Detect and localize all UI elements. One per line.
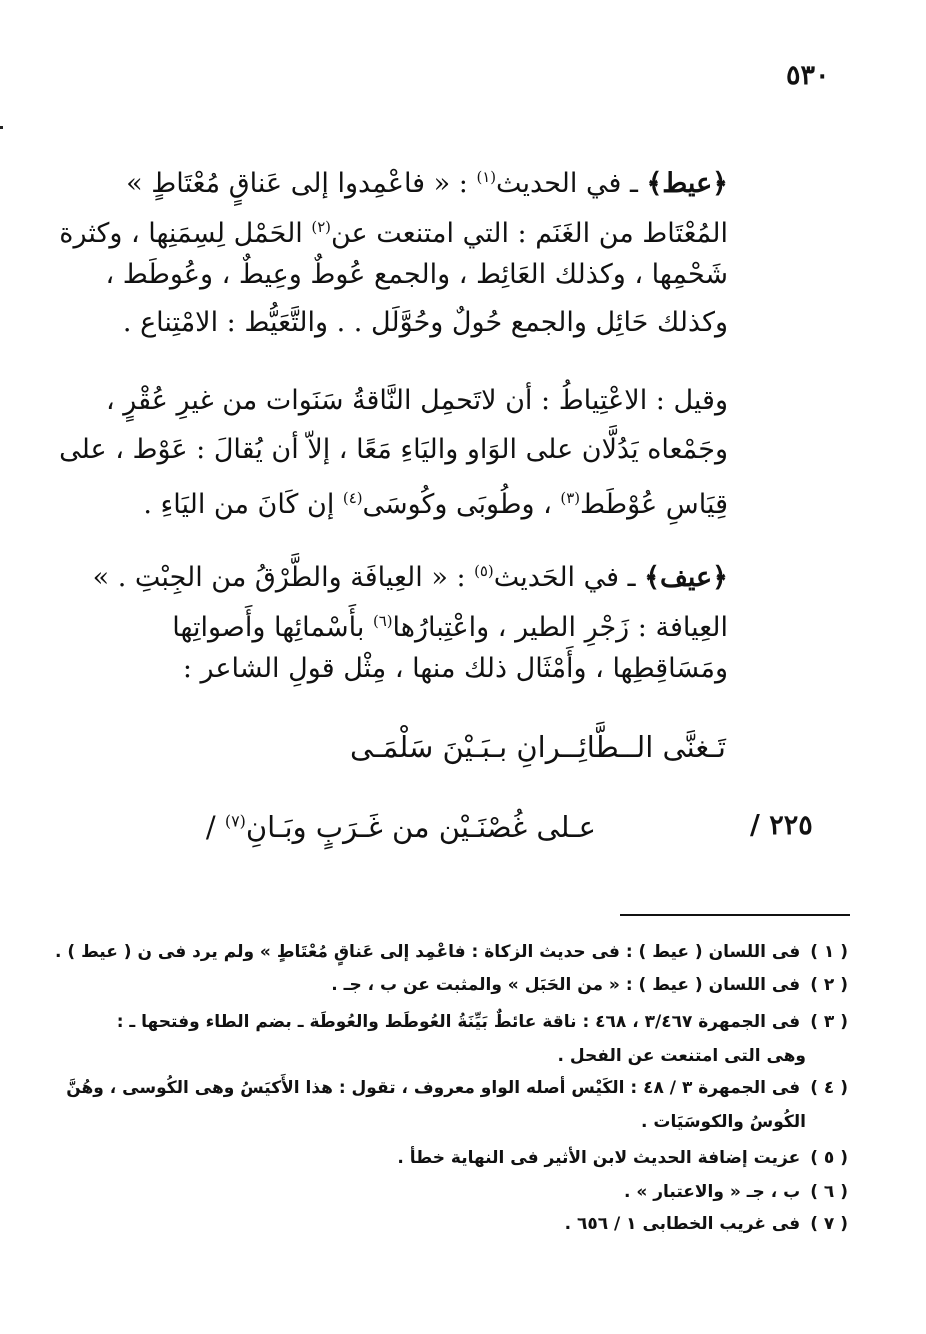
body-text: الحَمْل لِسِمَنِها ، وكثرة: [59, 218, 312, 249]
footnote-ref: (٤): [342, 489, 363, 507]
body-text: العِيافة : زَجْرِ الطير ، واعْتِبارُها: [392, 612, 728, 643]
footnote: [624, 1180, 848, 1204]
body-line: [59, 210, 728, 251]
footnote-ref: (٥): [474, 562, 494, 580]
hadith-quote: : « العِيافَة والطَّرْقُ من الجِبْتِ . »: [92, 562, 475, 593]
footnote-text: فى اللسان ( عيط ) : فى حديث الزكاة : فاعْمِد إلى عَناقٍ مُعْتَاطٍ » ولم يرد فى ن ( عيط ) .: [55, 942, 801, 962]
body-line: شَحْمِها ، وكذلك العَائِط ، والجمع عُوطٌ وعِيطٌ ، وعُوطَط ،: [105, 259, 728, 290]
footnote: [55, 940, 848, 964]
footnote-ref: (٢): [311, 218, 331, 236]
entry-head: ﴿عيف﴾: [644, 562, 728, 593]
verse-hemistich-2: [206, 810, 596, 844]
footnote-ref: (١): [476, 168, 497, 186]
footnote-ref: (٦): [372, 612, 393, 630]
entry-heading-line: [93, 554, 728, 595]
page-number: ٥٣٠: [786, 60, 830, 91]
footnote-ref: (٣): [560, 489, 580, 507]
footnote: [117, 1010, 848, 1034]
footnote-number: ( ٤ ): [810, 1078, 848, 1098]
footnote-text: عزيت إضافة الحديث لابن الأثير فى النهاية خطأ .: [397, 1148, 801, 1168]
footnote-continuation: وهى التى امتنعت عن الفحل .: [557, 1046, 806, 1066]
entry-heading-line: [126, 160, 728, 201]
footnote-number: ( ٢ ): [810, 975, 848, 995]
verse-text: /: [205, 810, 225, 844]
body-text: المُعْتَاط من الغَنَم : التي امتنعت عن: [330, 218, 728, 249]
footnote-text: فى اللسان ( عيط ) : « من الحَبَل » والمثبت عن ب ، جـ .: [331, 975, 801, 995]
footnote-text: فى الجمهرة ٣/٤٦٧ ، ٤٦٨ : ناقة عائطٌ بَيِّنَةُ العُوطَط والعُوطَة ـ بضم الطاء وفتحها ـ :: [116, 1012, 801, 1032]
body-line: وقيل : الاعْتِياطُ : أن لاتَحمِل النَّاقةُ سَنَوات من غيرِ عُقْرٍ ،: [105, 385, 728, 416]
footnote-number: ( ٦ ): [810, 1182, 848, 1202]
footnote-text: فى غريب الخطابى ١ / ٦٥٦ .: [564, 1214, 801, 1234]
body-line: ومَسَاقِطِها ، وأَمْثَال ذلك منها ، مِثْل قولِ الشاعر :: [182, 653, 728, 684]
footnote-continuation: الكُوسُ والكوسَيَات .: [641, 1112, 806, 1132]
entry-intro: ـ في الحديث: [496, 168, 647, 199]
body-text: قِيَاسِ عُوْطَط: [580, 489, 728, 520]
footnote: [397, 1146, 848, 1170]
footnote-number: ( ٥ ): [810, 1148, 848, 1168]
body-text: إن كَانَ من اليَاءِ .: [143, 489, 343, 520]
entry-intro: ـ في الحَديث: [493, 562, 645, 593]
body-line: [172, 604, 728, 645]
footnote-text: فى الجمهرة ٣ / ٤٨ : الكَيْس أصله الواو معروف ، تقول : هذا الأَكيَسُ وهى الكُوسى ، وهُنَّ: [66, 1078, 801, 1098]
footnote-ref: (٧): [224, 811, 246, 831]
footnote-text: ب ، جـ « والاعتبار » .: [623, 1182, 801, 1202]
body-line: وكذلك حَائِل والجمع حُولٌ وحُوَّلَل . . والتَّعَيُّط : الامْتِناع .: [122, 307, 728, 338]
scan-mark: [0, 126, 3, 129]
footnote: [66, 1076, 848, 1100]
footnote-divider: [620, 914, 850, 916]
body-text: بأَسْمائِها وأَصواتِها: [172, 612, 373, 643]
body-line: [143, 481, 728, 522]
hadith-quote: : « فاعْمِدوا إلى عَناقٍ مُعْتَاطٍ »: [126, 168, 477, 199]
verse-hemistich-1: تَـغنَّى الــطَّائِــرانِ بـبَـيْنَ سَلْمَـى: [349, 730, 726, 764]
body-text: ، وطُوبَى وكُوسَى: [362, 489, 561, 520]
footnote-number: ( ٣ ): [810, 1012, 848, 1032]
footnote: [565, 1212, 848, 1236]
footnote: [331, 973, 848, 997]
footnote-number: ( ٧ ): [810, 1214, 848, 1234]
entry-head: ﴿عيط﴾: [646, 168, 728, 199]
body-line: وجَمْعاه يَدُلَّان على الوَاو واليَاءِ مَعًا ، إلاّ أن يُقالَ : عَوْط ، على: [59, 434, 728, 465]
manuscript-folio-marker: ٢٢٥ /: [750, 810, 813, 841]
verse-text: عـلى غُصْنَـيْن من غَـرَبٍ وبَـانِ: [245, 810, 596, 844]
footnote-number: ( ١ ): [810, 942, 848, 962]
